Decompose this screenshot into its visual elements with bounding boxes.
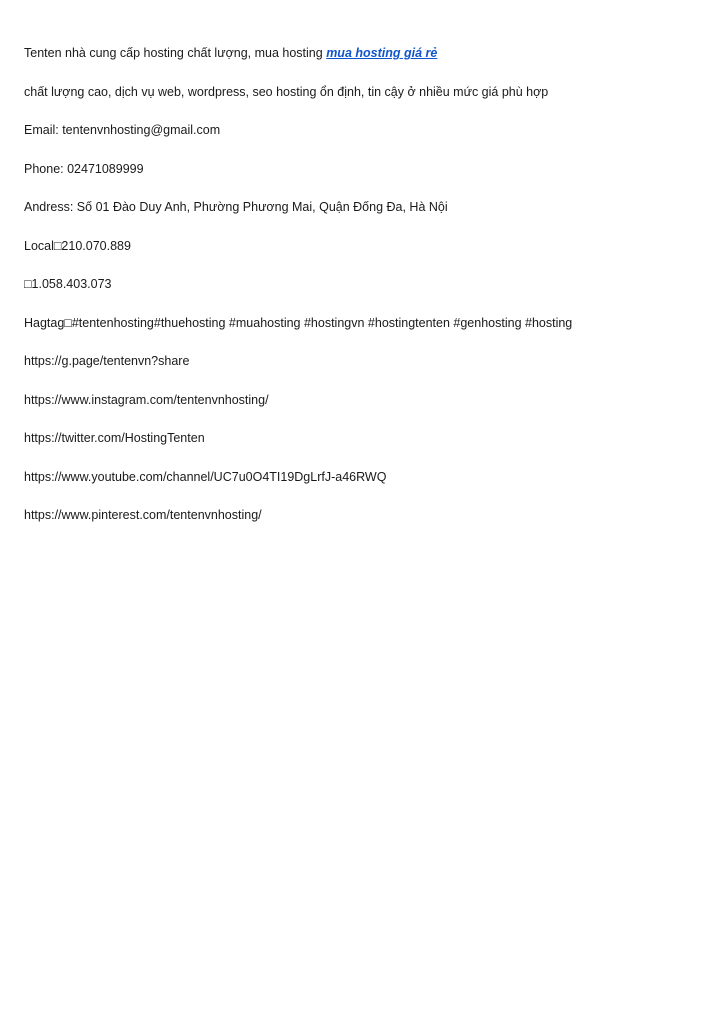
intro-text: Tenten nhà cung cấp hosting chất lượng, mua hosting (24, 46, 327, 60)
google-page-link: https://g.page/tentenvn?share (24, 354, 190, 368)
address-line: Andress: Số 01 Đào Duy Anh, Phường Phương Mai, Quận Đống Đa, Hà Nội (24, 200, 448, 214)
hosting-link[interactable]: mua hosting giá rẻ (326, 46, 438, 60)
phone-line: Phone: 02471089999 (24, 162, 144, 176)
twitter-link: https://twitter.com/HostingTenten (24, 431, 205, 445)
youtube-link: https://www.youtube.com/channel/UC7u0O4TI19DgLrfJ-a46RWQ (24, 470, 387, 484)
hashtags-line: Hagtag□#tentenhosting#thuehosting #muahosting #hostingvn #hostingtenten #genhosting #hosting (24, 316, 573, 330)
description-line: chất lượng cao, dịch vụ web, wordpress, seo hosting ổn định, tin cậy ở nhiều mức giá phù hợp (24, 85, 549, 99)
instagram-link: https://www.instagram.com/tentenvnhosting/ (24, 393, 269, 407)
email-line: Email: tentenvnhosting@gmail.com (24, 123, 221, 137)
local-line: Local□210.070.889 (24, 239, 131, 253)
intro-line (24, 45, 437, 61)
pinterest-link: https://www.pinterest.com/tentenvnhosting/ (24, 508, 262, 522)
second-number-line: □1.058.403.073 (24, 277, 112, 291)
